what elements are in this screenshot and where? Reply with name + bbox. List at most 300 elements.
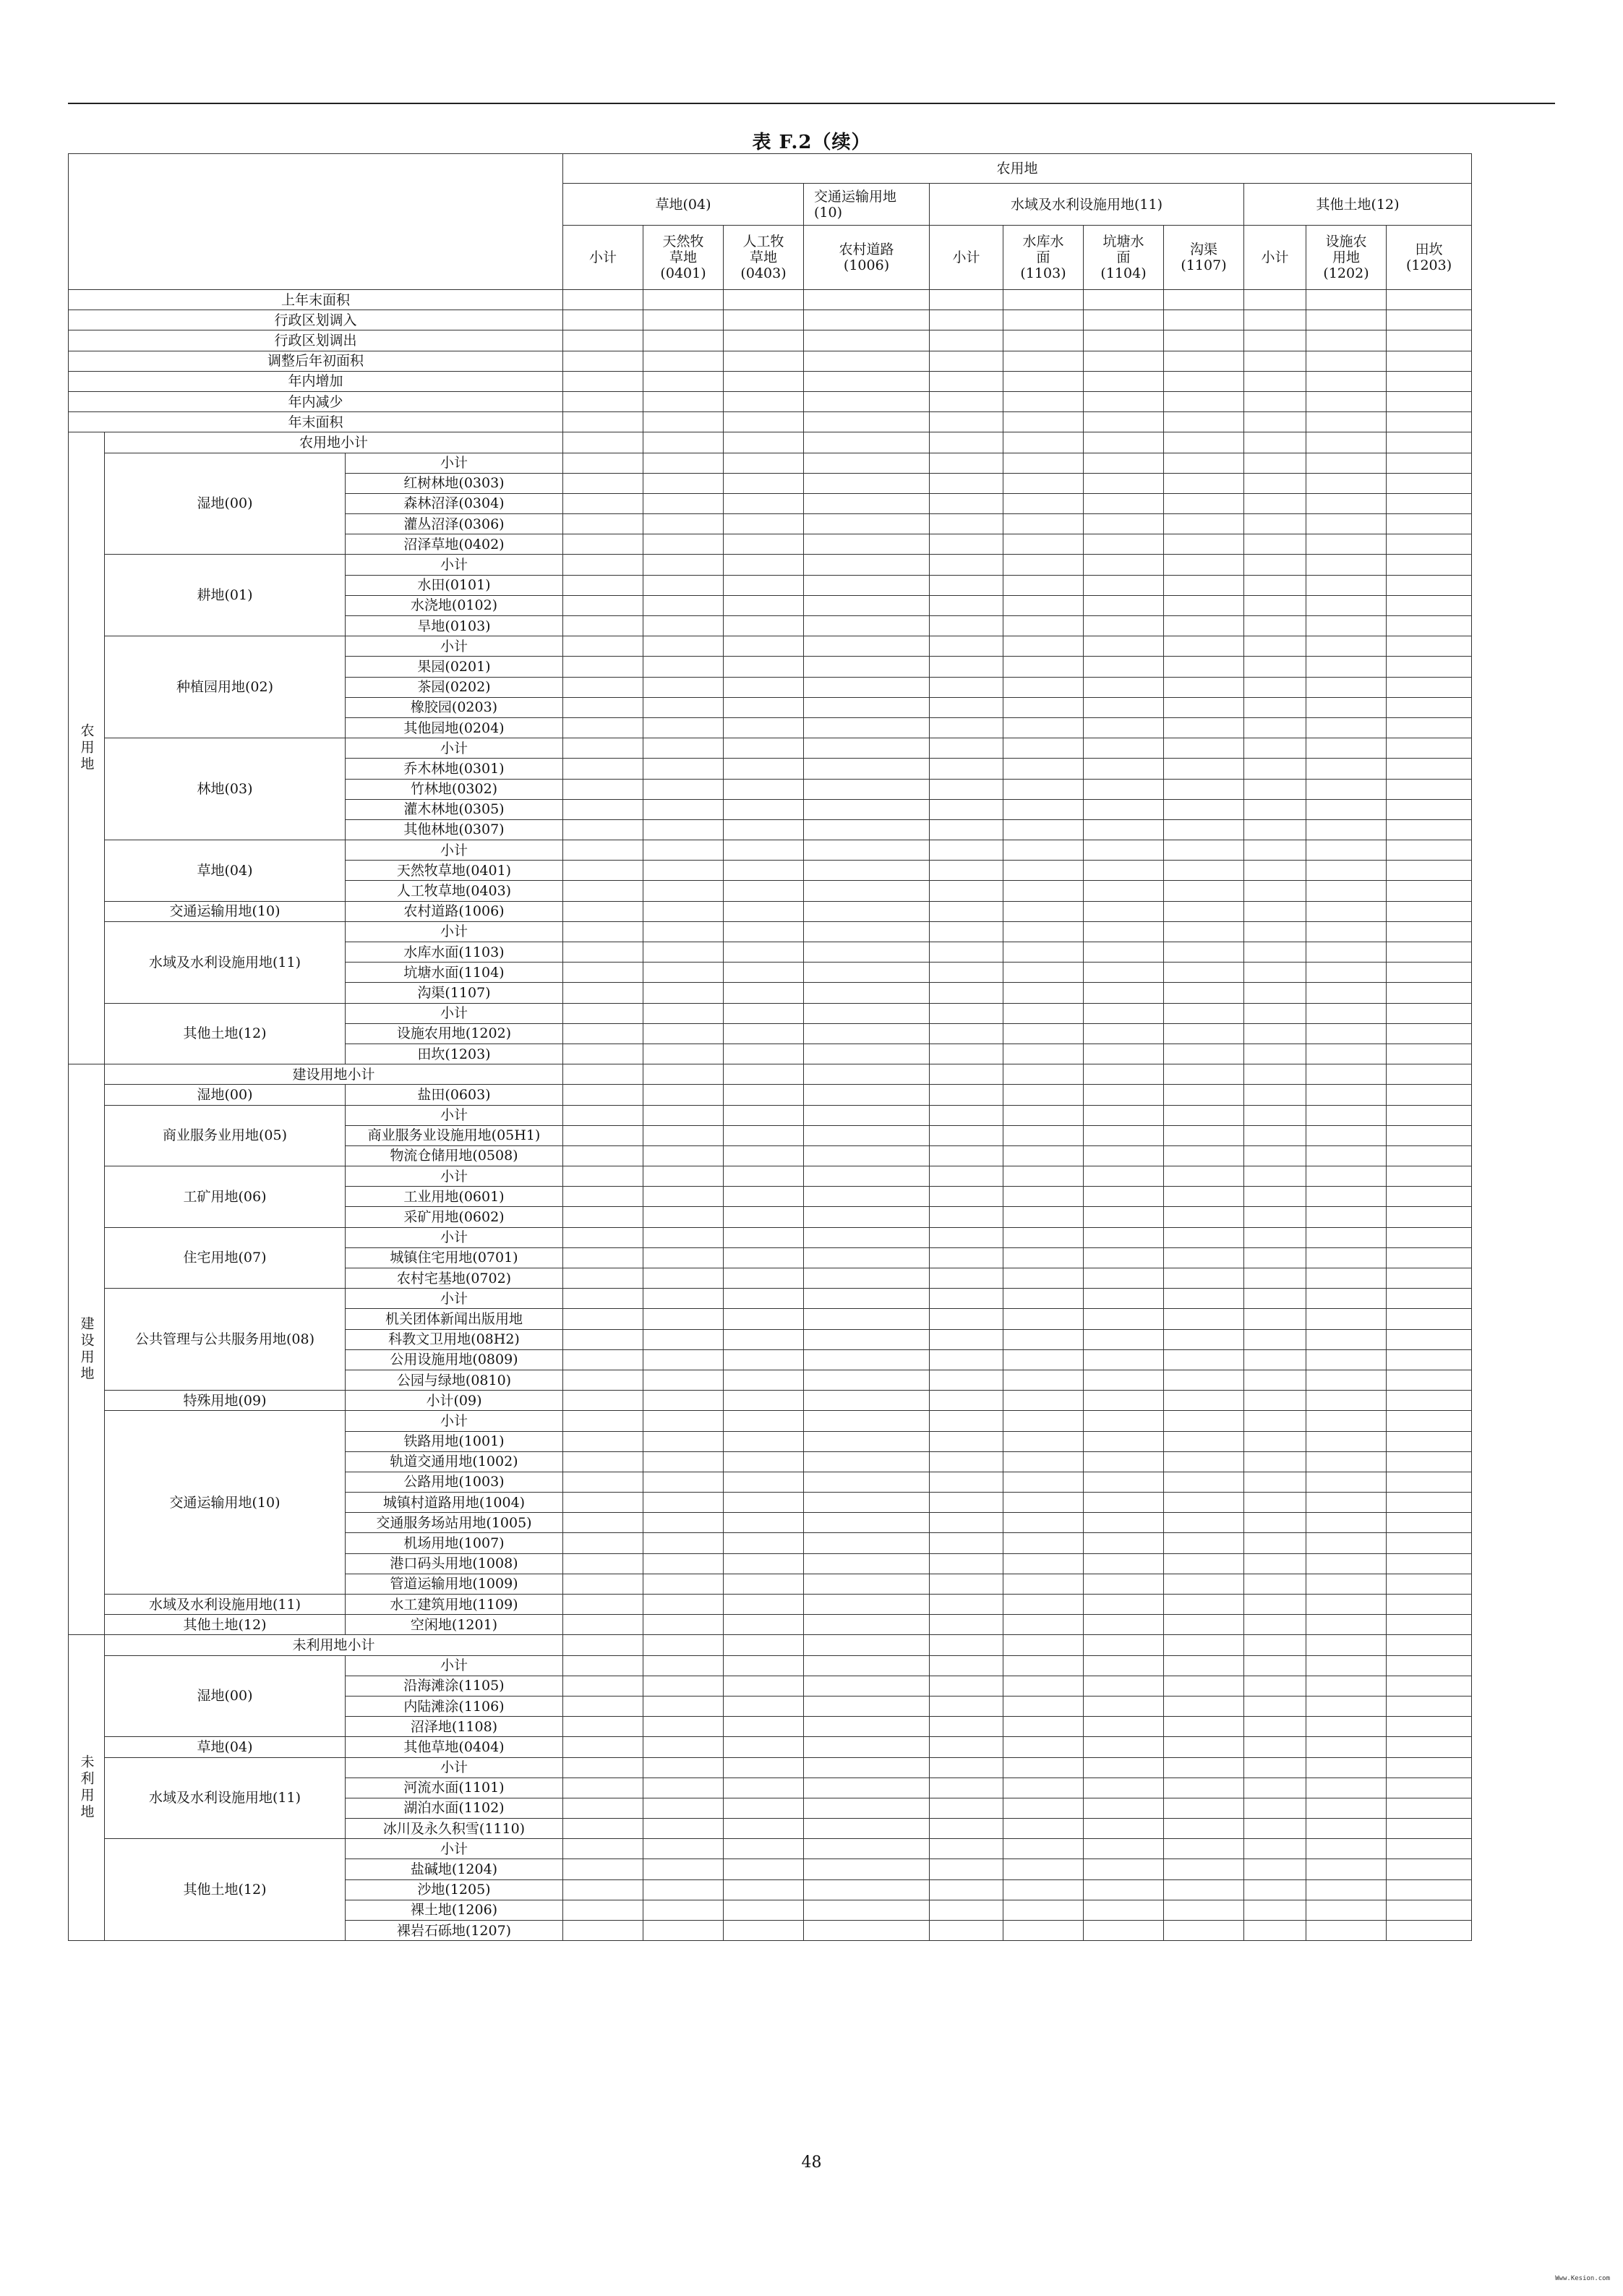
table-row [69, 555, 1472, 575]
value-cell [1244, 1044, 1306, 1064]
value-cell [1387, 1145, 1472, 1166]
value-cell [563, 616, 643, 636]
value-cell [1306, 493, 1387, 513]
value-cell [930, 534, 1003, 555]
value-cell [563, 717, 643, 738]
value-cell [1244, 1655, 1306, 1676]
summary-row-label: 行政区划调入 [69, 310, 563, 330]
table-row [69, 432, 1472, 453]
value-cell [1164, 1819, 1244, 1839]
value-cell [1244, 779, 1306, 799]
table-row [69, 1064, 1472, 1085]
subcategory-label: 小计 [346, 1105, 563, 1125]
value-cell [1164, 881, 1244, 901]
value-cell [1003, 1349, 1084, 1370]
value-cell [563, 1289, 643, 1309]
value-cell [1387, 1431, 1472, 1451]
value-cell [724, 840, 804, 861]
value-cell [1387, 1879, 1472, 1900]
column-header: 沟渠 (1107) [1164, 226, 1244, 290]
value-cell [643, 983, 724, 1003]
value-cell [563, 555, 643, 575]
value-cell [1387, 595, 1472, 615]
value-cell [930, 391, 1003, 411]
value-cell [1164, 901, 1244, 921]
value-cell [1306, 1125, 1387, 1145]
value-cell [643, 1655, 724, 1676]
value-cell [1306, 983, 1387, 1003]
value-cell [1003, 1411, 1084, 1431]
value-cell [804, 432, 930, 453]
value-cell [1387, 1676, 1472, 1696]
value-cell [1164, 1247, 1244, 1268]
value-cell [804, 779, 930, 799]
value-cell [563, 1757, 643, 1778]
value-cell [804, 595, 930, 615]
value-cell [563, 351, 643, 371]
value-cell [1084, 1635, 1164, 1655]
value-cell [1387, 1778, 1472, 1798]
value-cell [804, 636, 930, 657]
value-cell [1084, 555, 1164, 575]
value-cell [1244, 1105, 1306, 1125]
value-cell [804, 1493, 930, 1513]
value-cell [1084, 942, 1164, 963]
value-cell [563, 1125, 643, 1145]
value-cell [930, 1595, 1003, 1615]
value-cell [1084, 1819, 1164, 1839]
value-cell [1084, 1207, 1164, 1227]
value-cell [1164, 1595, 1244, 1615]
category-label: 交通运输用地(10) [105, 1411, 346, 1595]
value-cell [804, 717, 930, 738]
value-cell [563, 330, 643, 351]
value-cell [804, 819, 930, 840]
value-cell [1084, 1064, 1164, 1085]
value-cell [1084, 901, 1164, 921]
category-label: 耕地(01) [105, 555, 346, 636]
value-cell [724, 1696, 804, 1716]
value-cell [1306, 1329, 1387, 1349]
value-cell [930, 1289, 1003, 1309]
value-cell [724, 1349, 804, 1370]
category-label: 特殊用地(09) [105, 1391, 346, 1411]
value-cell [1387, 819, 1472, 840]
value-cell [1306, 1023, 1387, 1044]
value-cell [1084, 1268, 1164, 1289]
value-cell [724, 881, 804, 901]
value-cell [1164, 453, 1244, 473]
value-cell [1387, 901, 1472, 921]
value-cell [930, 717, 1003, 738]
value-cell [1244, 534, 1306, 555]
value-cell [1084, 799, 1164, 819]
value-cell [643, 1472, 724, 1492]
value-cell [930, 1778, 1003, 1798]
value-cell [930, 1329, 1003, 1349]
value-cell [804, 1085, 930, 1105]
value-cell [1387, 1513, 1472, 1533]
value-cell [1003, 1696, 1084, 1716]
value-cell [643, 759, 724, 779]
value-cell [1306, 942, 1387, 963]
table-row [69, 290, 1472, 310]
value-cell [1387, 473, 1472, 493]
value-cell [1244, 677, 1306, 697]
value-cell [724, 1227, 804, 1247]
value-cell [1244, 1798, 1306, 1818]
value-cell [563, 1574, 643, 1594]
value-cell [1306, 1615, 1387, 1635]
category-label: 水域及水利设施用地(11) [105, 921, 346, 1003]
subcategory-label: 水工建筑用地(1109) [346, 1595, 563, 1615]
value-cell [724, 595, 804, 615]
value-cell [1306, 1839, 1387, 1859]
subcategory-label: 小计 [346, 1839, 563, 1859]
value-cell [1084, 1023, 1164, 1044]
value-cell [643, 1105, 724, 1125]
value-cell [804, 1105, 930, 1125]
value-cell [930, 1859, 1003, 1879]
value-cell [724, 1513, 804, 1533]
value-cell [930, 1513, 1003, 1533]
value-cell [1003, 1391, 1084, 1411]
value-cell [563, 1166, 643, 1187]
value-cell [1164, 595, 1244, 615]
value-cell [1306, 555, 1387, 575]
value-cell [563, 963, 643, 983]
value-cell [643, 901, 724, 921]
value-cell [563, 1044, 643, 1064]
value-cell [930, 1655, 1003, 1676]
value-cell [724, 1859, 804, 1879]
subcategory-label: 科教文卫用地(08H2) [346, 1329, 563, 1349]
subcategory-label: 农村宅基地(0702) [346, 1268, 563, 1289]
value-cell [1003, 412, 1084, 432]
subcategory-label: 果园(0201) [346, 657, 563, 677]
value-cell [643, 1859, 724, 1879]
value-cell [804, 575, 930, 595]
value-cell [1387, 1921, 1472, 1941]
value-cell [1164, 1411, 1244, 1431]
value-cell [643, 1431, 724, 1451]
column-header: 天然牧 草地 (0401) [643, 226, 724, 290]
subcategory-label: 沟渠(1107) [346, 983, 563, 1003]
value-cell [563, 1247, 643, 1268]
subcategory-label: 坑塘水面(1104) [346, 963, 563, 983]
column-header: 小计 [1244, 226, 1306, 290]
value-cell [1306, 1370, 1387, 1390]
table-row [69, 310, 1472, 330]
value-cell [1387, 1187, 1472, 1207]
value-cell [1084, 290, 1164, 310]
value-cell [1003, 1757, 1084, 1778]
value-cell [643, 963, 724, 983]
value-cell [563, 1819, 643, 1839]
value-cell [643, 840, 724, 861]
value-cell [1003, 1289, 1084, 1309]
category-label: 其他土地(12) [105, 1003, 346, 1064]
value-cell [1003, 1268, 1084, 1289]
value-cell [724, 1105, 804, 1125]
value-cell [563, 1676, 643, 1696]
value-cell [1164, 310, 1244, 330]
value-cell [1306, 1411, 1387, 1431]
subcategory-label: 沿海滩涂(1105) [346, 1676, 563, 1696]
value-cell [1164, 1349, 1244, 1370]
subcategory-label: 小计 [346, 1003, 563, 1023]
category-label: 商业服务业用地(05) [105, 1105, 346, 1166]
value-cell [1387, 1553, 1472, 1574]
value-cell [643, 1798, 724, 1818]
value-cell [1306, 759, 1387, 779]
value-cell [643, 1166, 724, 1187]
category-label: 种植园用地(02) [105, 636, 346, 738]
value-cell [1387, 616, 1472, 636]
subcategory-label: 湖泊水面(1102) [346, 1798, 563, 1818]
value-cell [1164, 840, 1244, 861]
value-cell [930, 983, 1003, 1003]
value-cell [724, 901, 804, 921]
value-cell [1244, 1125, 1306, 1145]
value-cell [1003, 1370, 1084, 1390]
value-cell [1244, 1819, 1306, 1839]
value-cell [804, 1798, 930, 1818]
table-row [69, 1595, 1472, 1615]
value-cell [1003, 473, 1084, 493]
value-cell [804, 861, 930, 881]
value-cell [1084, 1798, 1164, 1818]
value-cell [1164, 1391, 1244, 1411]
column-header: 人工牧 草地 (0403) [724, 226, 804, 290]
value-cell [1244, 1859, 1306, 1879]
value-cell [1164, 1044, 1244, 1064]
value-cell [724, 1207, 804, 1227]
value-cell [1387, 1655, 1472, 1676]
value-cell [1387, 983, 1472, 1003]
value-cell [1164, 1064, 1244, 1085]
value-cell [930, 1615, 1003, 1635]
value-cell [1003, 1309, 1084, 1329]
value-cell [930, 412, 1003, 432]
table-row [69, 1655, 1472, 1676]
value-cell [1084, 779, 1164, 799]
value-cell [563, 575, 643, 595]
value-cell [1244, 1247, 1306, 1268]
value-cell [1084, 881, 1164, 901]
subcategory-label: 公路用地(1003) [346, 1472, 563, 1492]
value-cell [930, 779, 1003, 799]
value-cell [1084, 697, 1164, 717]
value-cell [724, 983, 804, 1003]
value-cell [804, 1391, 930, 1411]
value-cell [1387, 1349, 1472, 1370]
value-cell [930, 697, 1003, 717]
value-cell [563, 1655, 643, 1676]
value-cell [1306, 1655, 1387, 1676]
subcategory-label: 设施农用地(1202) [346, 1023, 563, 1044]
value-cell [1164, 555, 1244, 575]
value-cell [1306, 432, 1387, 453]
subcategory-label: 其他林地(0307) [346, 819, 563, 840]
value-cell [1306, 1493, 1387, 1513]
value-cell [804, 1451, 930, 1472]
value-cell [1084, 1900, 1164, 1920]
value-cell [930, 819, 1003, 840]
value-cell [1244, 595, 1306, 615]
value-cell [804, 1574, 930, 1594]
subcategory-label: 小计 [346, 1655, 563, 1676]
value-cell [1003, 799, 1084, 819]
value-cell [804, 1553, 930, 1574]
value-cell [1003, 636, 1084, 657]
table-title: 表 F.2（续） [752, 132, 871, 153]
value-cell [1084, 310, 1164, 330]
value-cell [563, 1696, 643, 1716]
value-cell [1003, 759, 1084, 779]
table-row [69, 1757, 1472, 1778]
value-cell [804, 1247, 930, 1268]
value-cell [1164, 1431, 1244, 1451]
value-cell [1164, 759, 1244, 779]
value-cell [1084, 575, 1164, 595]
value-cell [1306, 1921, 1387, 1941]
value-cell [1164, 657, 1244, 677]
value-cell [643, 1349, 724, 1370]
value-cell [1003, 1187, 1084, 1207]
table-row [69, 330, 1472, 351]
value-cell [1084, 1370, 1164, 1390]
value-cell [1003, 1105, 1084, 1125]
value-cell [1387, 351, 1472, 371]
subcategory-label: 小计 [346, 636, 563, 657]
value-cell [1003, 1207, 1084, 1227]
value-cell [563, 1003, 643, 1023]
value-cell [804, 1717, 930, 1737]
value-cell [643, 616, 724, 636]
value-cell [1244, 963, 1306, 983]
value-cell [724, 799, 804, 819]
value-cell [643, 1064, 724, 1085]
subcategory-label: 小计 [346, 555, 563, 575]
value-cell [1306, 1044, 1387, 1064]
subcategory-label: 内陆滩涂(1106) [346, 1696, 563, 1716]
value-cell [1003, 1921, 1084, 1941]
subcategory-label: 小计 [346, 1757, 563, 1778]
value-cell [1084, 432, 1164, 453]
value-cell [1306, 1268, 1387, 1289]
value-cell [1387, 1615, 1472, 1635]
value-cell [1084, 1574, 1164, 1594]
value-cell [1306, 412, 1387, 432]
value-cell [930, 453, 1003, 473]
value-cell [643, 514, 724, 534]
value-cell [804, 453, 930, 473]
value-cell [1387, 1472, 1472, 1492]
value-cell [1084, 840, 1164, 861]
value-cell [1306, 697, 1387, 717]
value-cell [804, 555, 930, 575]
value-cell [930, 942, 1003, 963]
value-cell [1244, 1533, 1306, 1553]
value-cell [563, 1472, 643, 1492]
table-row [69, 1227, 1472, 1247]
value-cell [643, 677, 724, 697]
section-label: 未利用地 [69, 1635, 105, 1941]
value-cell [1244, 1879, 1306, 1900]
value-cell [563, 1451, 643, 1472]
value-cell [1164, 412, 1244, 432]
value-cell [1084, 493, 1164, 513]
value-cell [1084, 1289, 1164, 1309]
subcategory-label: 工业用地(0601) [346, 1187, 563, 1207]
value-cell [1003, 1044, 1084, 1064]
category-label: 交通运输用地(10) [105, 901, 346, 921]
value-cell [804, 1227, 930, 1247]
value-cell [563, 1635, 643, 1655]
value-cell [1003, 1900, 1084, 1920]
value-cell [1164, 1615, 1244, 1635]
column-header: 设施农 用地 (1202) [1306, 226, 1387, 290]
table-row [69, 1105, 1472, 1125]
value-cell [1084, 1595, 1164, 1615]
subcategory-label: 沼泽地(1108) [346, 1717, 563, 1737]
value-cell [563, 1921, 643, 1941]
value-cell [563, 1900, 643, 1920]
value-cell [563, 1309, 643, 1329]
table-row [69, 371, 1472, 391]
value-cell [1003, 575, 1084, 595]
value-cell [724, 1533, 804, 1553]
value-cell [643, 1819, 724, 1839]
category-label: 公共管理与公共服务用地(08) [105, 1289, 346, 1391]
value-cell [1003, 1003, 1084, 1023]
subcategory-label: 铁路用地(1001) [346, 1431, 563, 1451]
value-cell [930, 1798, 1003, 1818]
value-cell [1244, 1207, 1306, 1227]
value-cell [563, 391, 643, 411]
value-cell [1244, 351, 1306, 371]
value-cell [930, 1431, 1003, 1451]
value-cell [930, 1472, 1003, 1492]
value-cell [724, 1819, 804, 1839]
value-cell [643, 1309, 724, 1329]
value-cell [930, 330, 1003, 351]
value-cell [1306, 1900, 1387, 1920]
table-row [69, 1411, 1472, 1431]
value-cell [804, 697, 930, 717]
value-cell [1306, 575, 1387, 595]
value-cell [1244, 555, 1306, 575]
value-cell [724, 1044, 804, 1064]
value-cell [930, 1145, 1003, 1166]
subcategory-label: 沙地(1205) [346, 1879, 563, 1900]
value-cell [1003, 881, 1084, 901]
value-cell [1084, 1391, 1164, 1411]
section-label: 建设用地 [69, 1064, 105, 1635]
value-cell [1244, 819, 1306, 840]
value-cell [930, 1717, 1003, 1737]
value-cell [1306, 1717, 1387, 1737]
value-cell [724, 1737, 804, 1757]
value-cell [643, 1370, 724, 1390]
value-cell [563, 1023, 643, 1044]
value-cell [1003, 330, 1084, 351]
value-cell [1084, 657, 1164, 677]
value-cell [563, 290, 643, 310]
value-cell [724, 432, 804, 453]
value-cell [804, 1819, 930, 1839]
